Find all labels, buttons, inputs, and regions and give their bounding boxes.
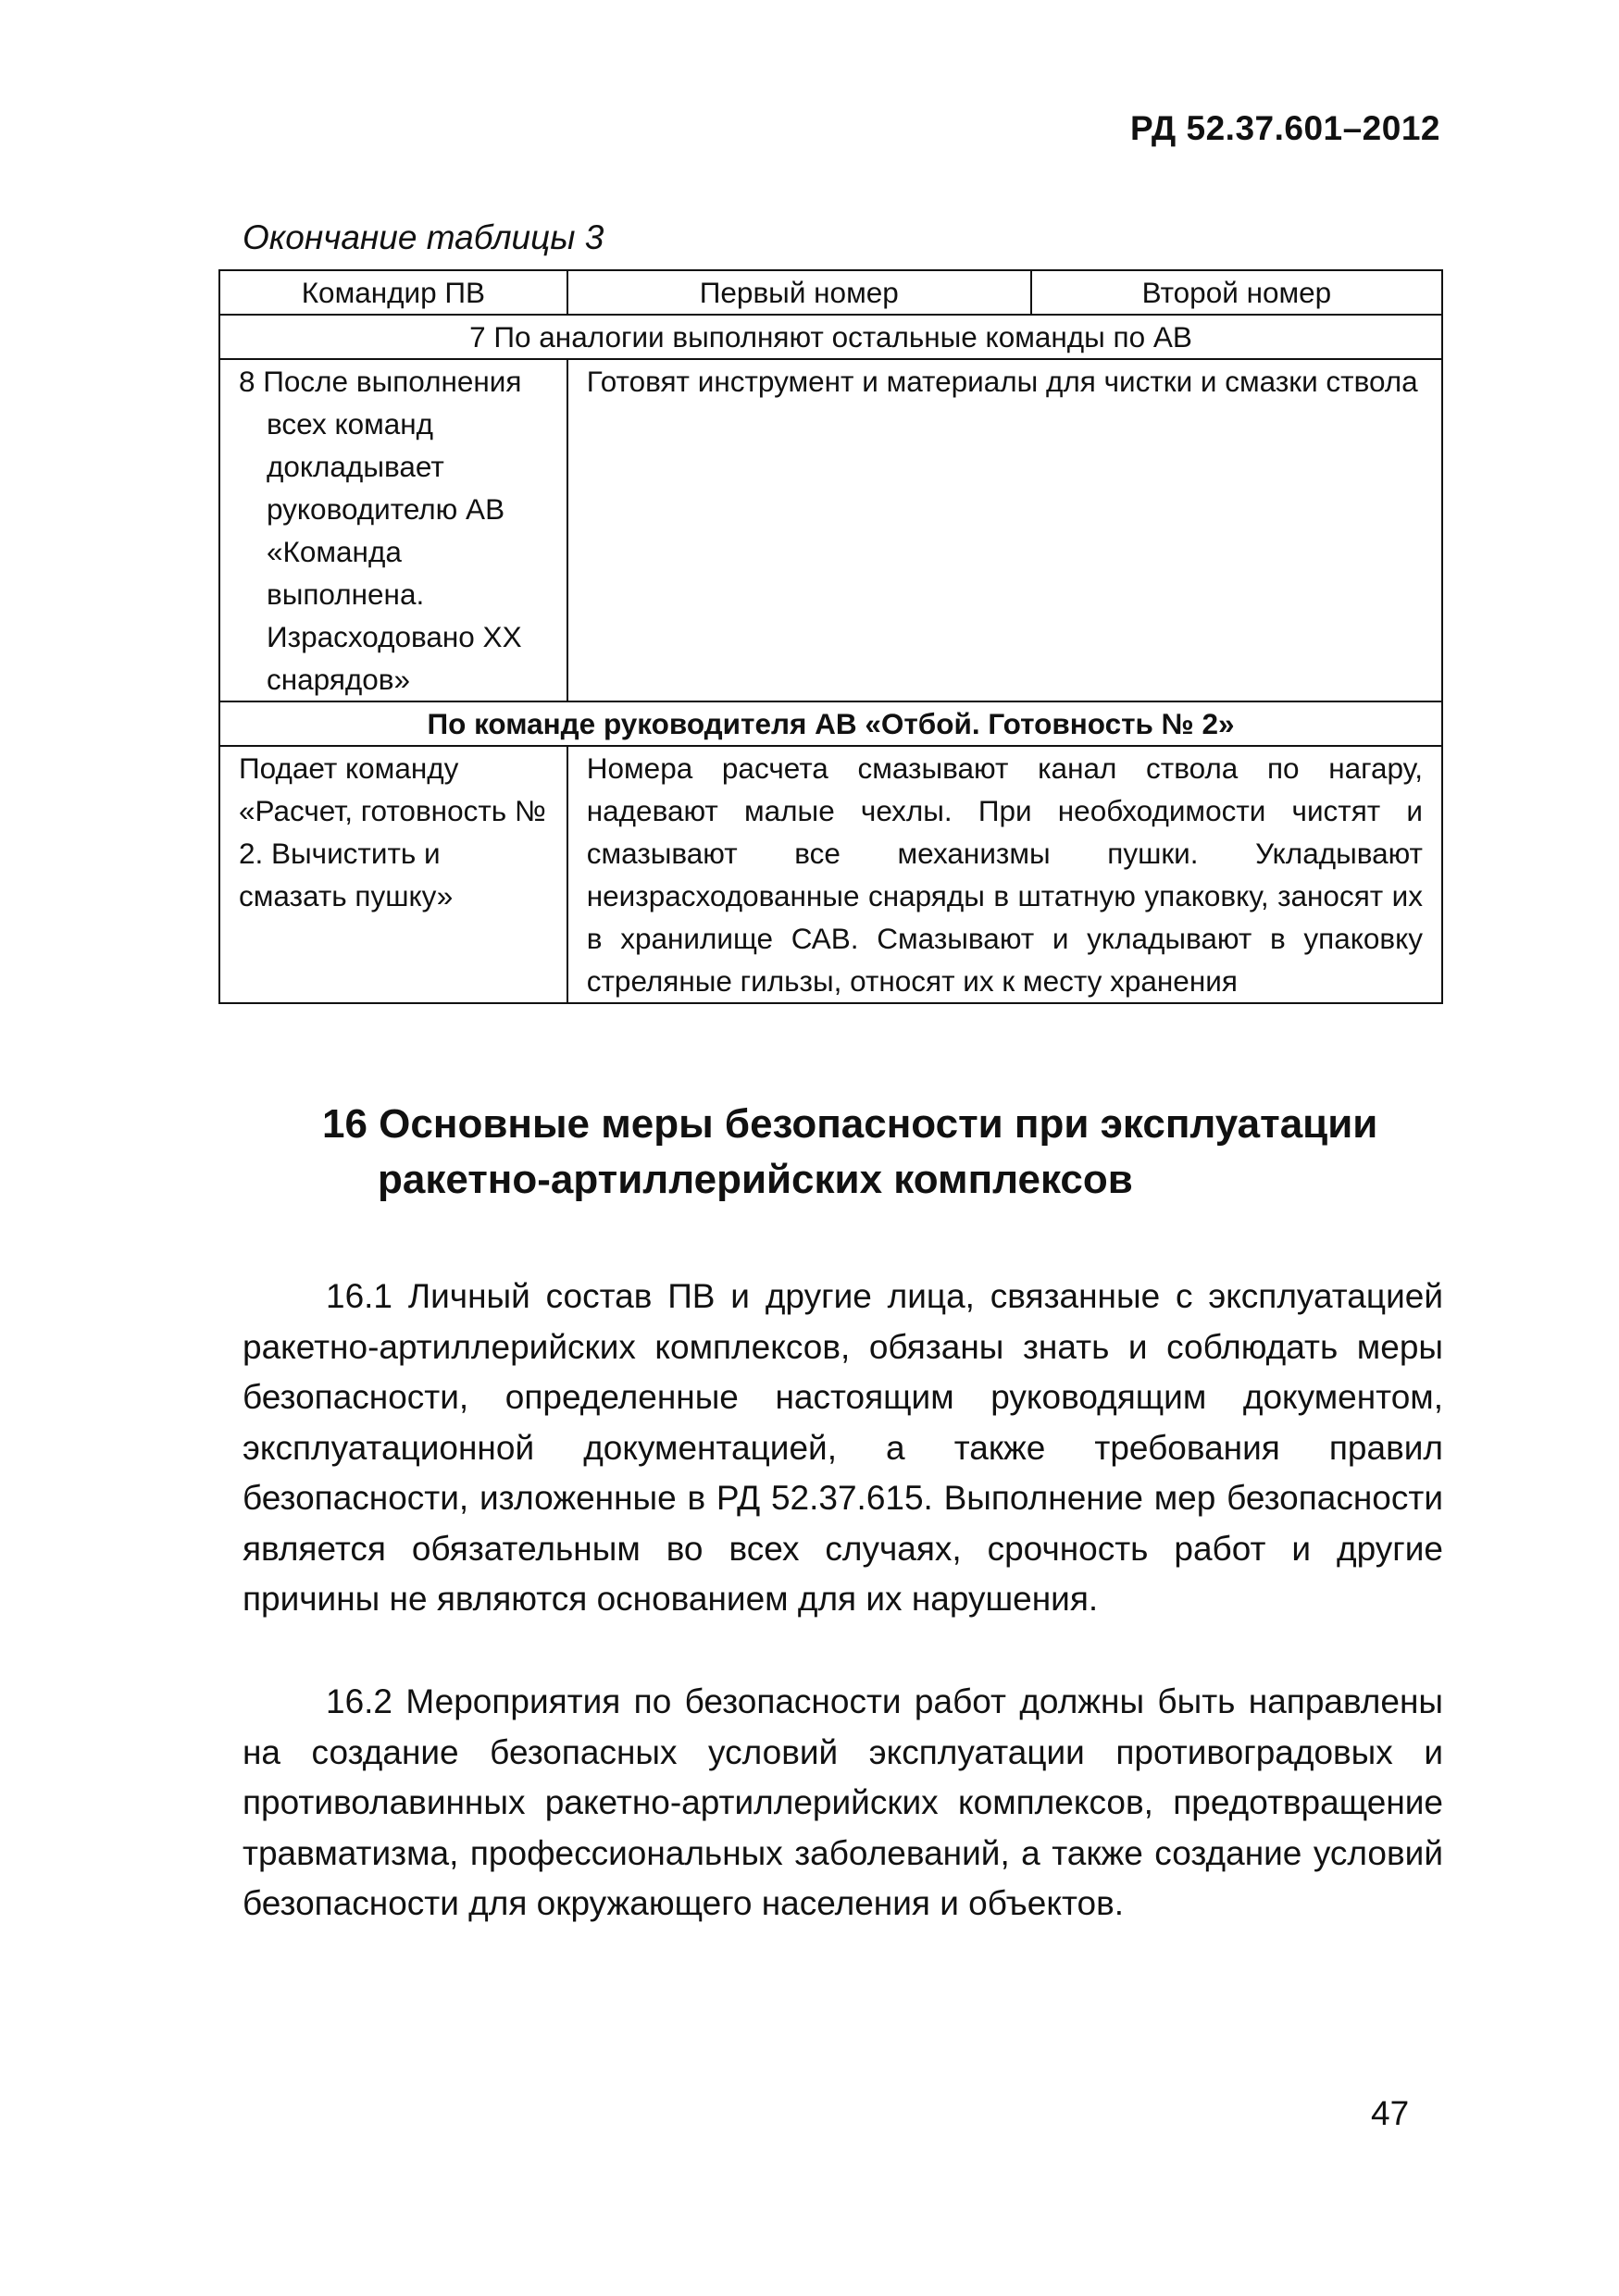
table-caption: Окончание таблицы 3: [243, 218, 604, 256]
table-row: [219, 746, 1442, 1003]
column-header-commander: Командир ПВ: [219, 270, 567, 315]
table-row: [219, 359, 1442, 701]
paragraph-16-2: 16.2 Мероприятия по безопасности работ должны быть направлены на создание безопасных условий эксплуатации противоградовых и противолавинных ракетно-артиллерийских комплексов, предотвращение травматизма, профессиональных заболеваний, а также создание условий безопасности для окружающего населения и объектов.: [243, 1682, 1443, 1922]
section-title-line-2: ракетно-артиллерийских комплексов: [378, 1157, 1133, 1202]
section-title-line-1: 16 Основные меры безопасности при эксплуатации: [322, 1101, 1378, 1147]
final-row-crew-cell: Номера расчета смазывают канал ствола по нагару, надевают малые чехлы. При необходимости чистят и смазывают все механизмы пушки. Укладывают неизрасходованные снаряды в штатную упаковку, заносят их в хранилище САВ. Смазывают и укладывают в упаковку стреляные гильзы, относят их к месту хранения: [567, 746, 1442, 1003]
row-8-commander-cell: [219, 359, 567, 701]
row-7-text: 7 По аналогии выполняют остальные команды по АВ: [219, 315, 1442, 359]
command-heading: По команде руководителя АВ «Отбой. Готовность № 2»: [219, 701, 1442, 746]
row-8-commander-rest: всех команд докладывает руководителю АВ «Команда выполнена. Израсходовано ХХ снарядов»: [267, 407, 522, 696]
column-header-second-number: Второй номер: [1031, 270, 1442, 315]
row-8-commander-first-line: 8 После выполнения: [239, 365, 522, 398]
table-header-row: [219, 270, 1442, 315]
command-table: [218, 269, 1443, 1004]
page-number: 47: [1371, 2094, 1410, 2132]
column-header-first-number: Первый номер: [567, 270, 1031, 315]
document-code: РД 52.37.601–2012: [1130, 109, 1440, 147]
row-8-crew-cell: Готовят инструмент и материалы для чистки и смазки ствола: [567, 359, 1442, 701]
final-row-commander-cell: Подает команду «Расчет, готовность № 2. Вычистить и смазать пушку»: [219, 746, 567, 1003]
table-row: [219, 315, 1442, 359]
table-row: [219, 701, 1442, 746]
paragraph-16-1: 16.1 Личный состав ПВ и другие лица, связанные с эксплуатацией ракетно-артиллерийских комплексов, обязаны знать и соблюдать меры безопасности, определенные настоящим руководящим документом, эксплуатационной документацией, а также требования правил безопасности, изложенные в РД 52.37.615. Выполнение мер безопасности является обязательным во всех случаях, срочность работ и другие причины не являются основанием для их нарушения.: [243, 1277, 1443, 1618]
section-title: [322, 1097, 1442, 1208]
